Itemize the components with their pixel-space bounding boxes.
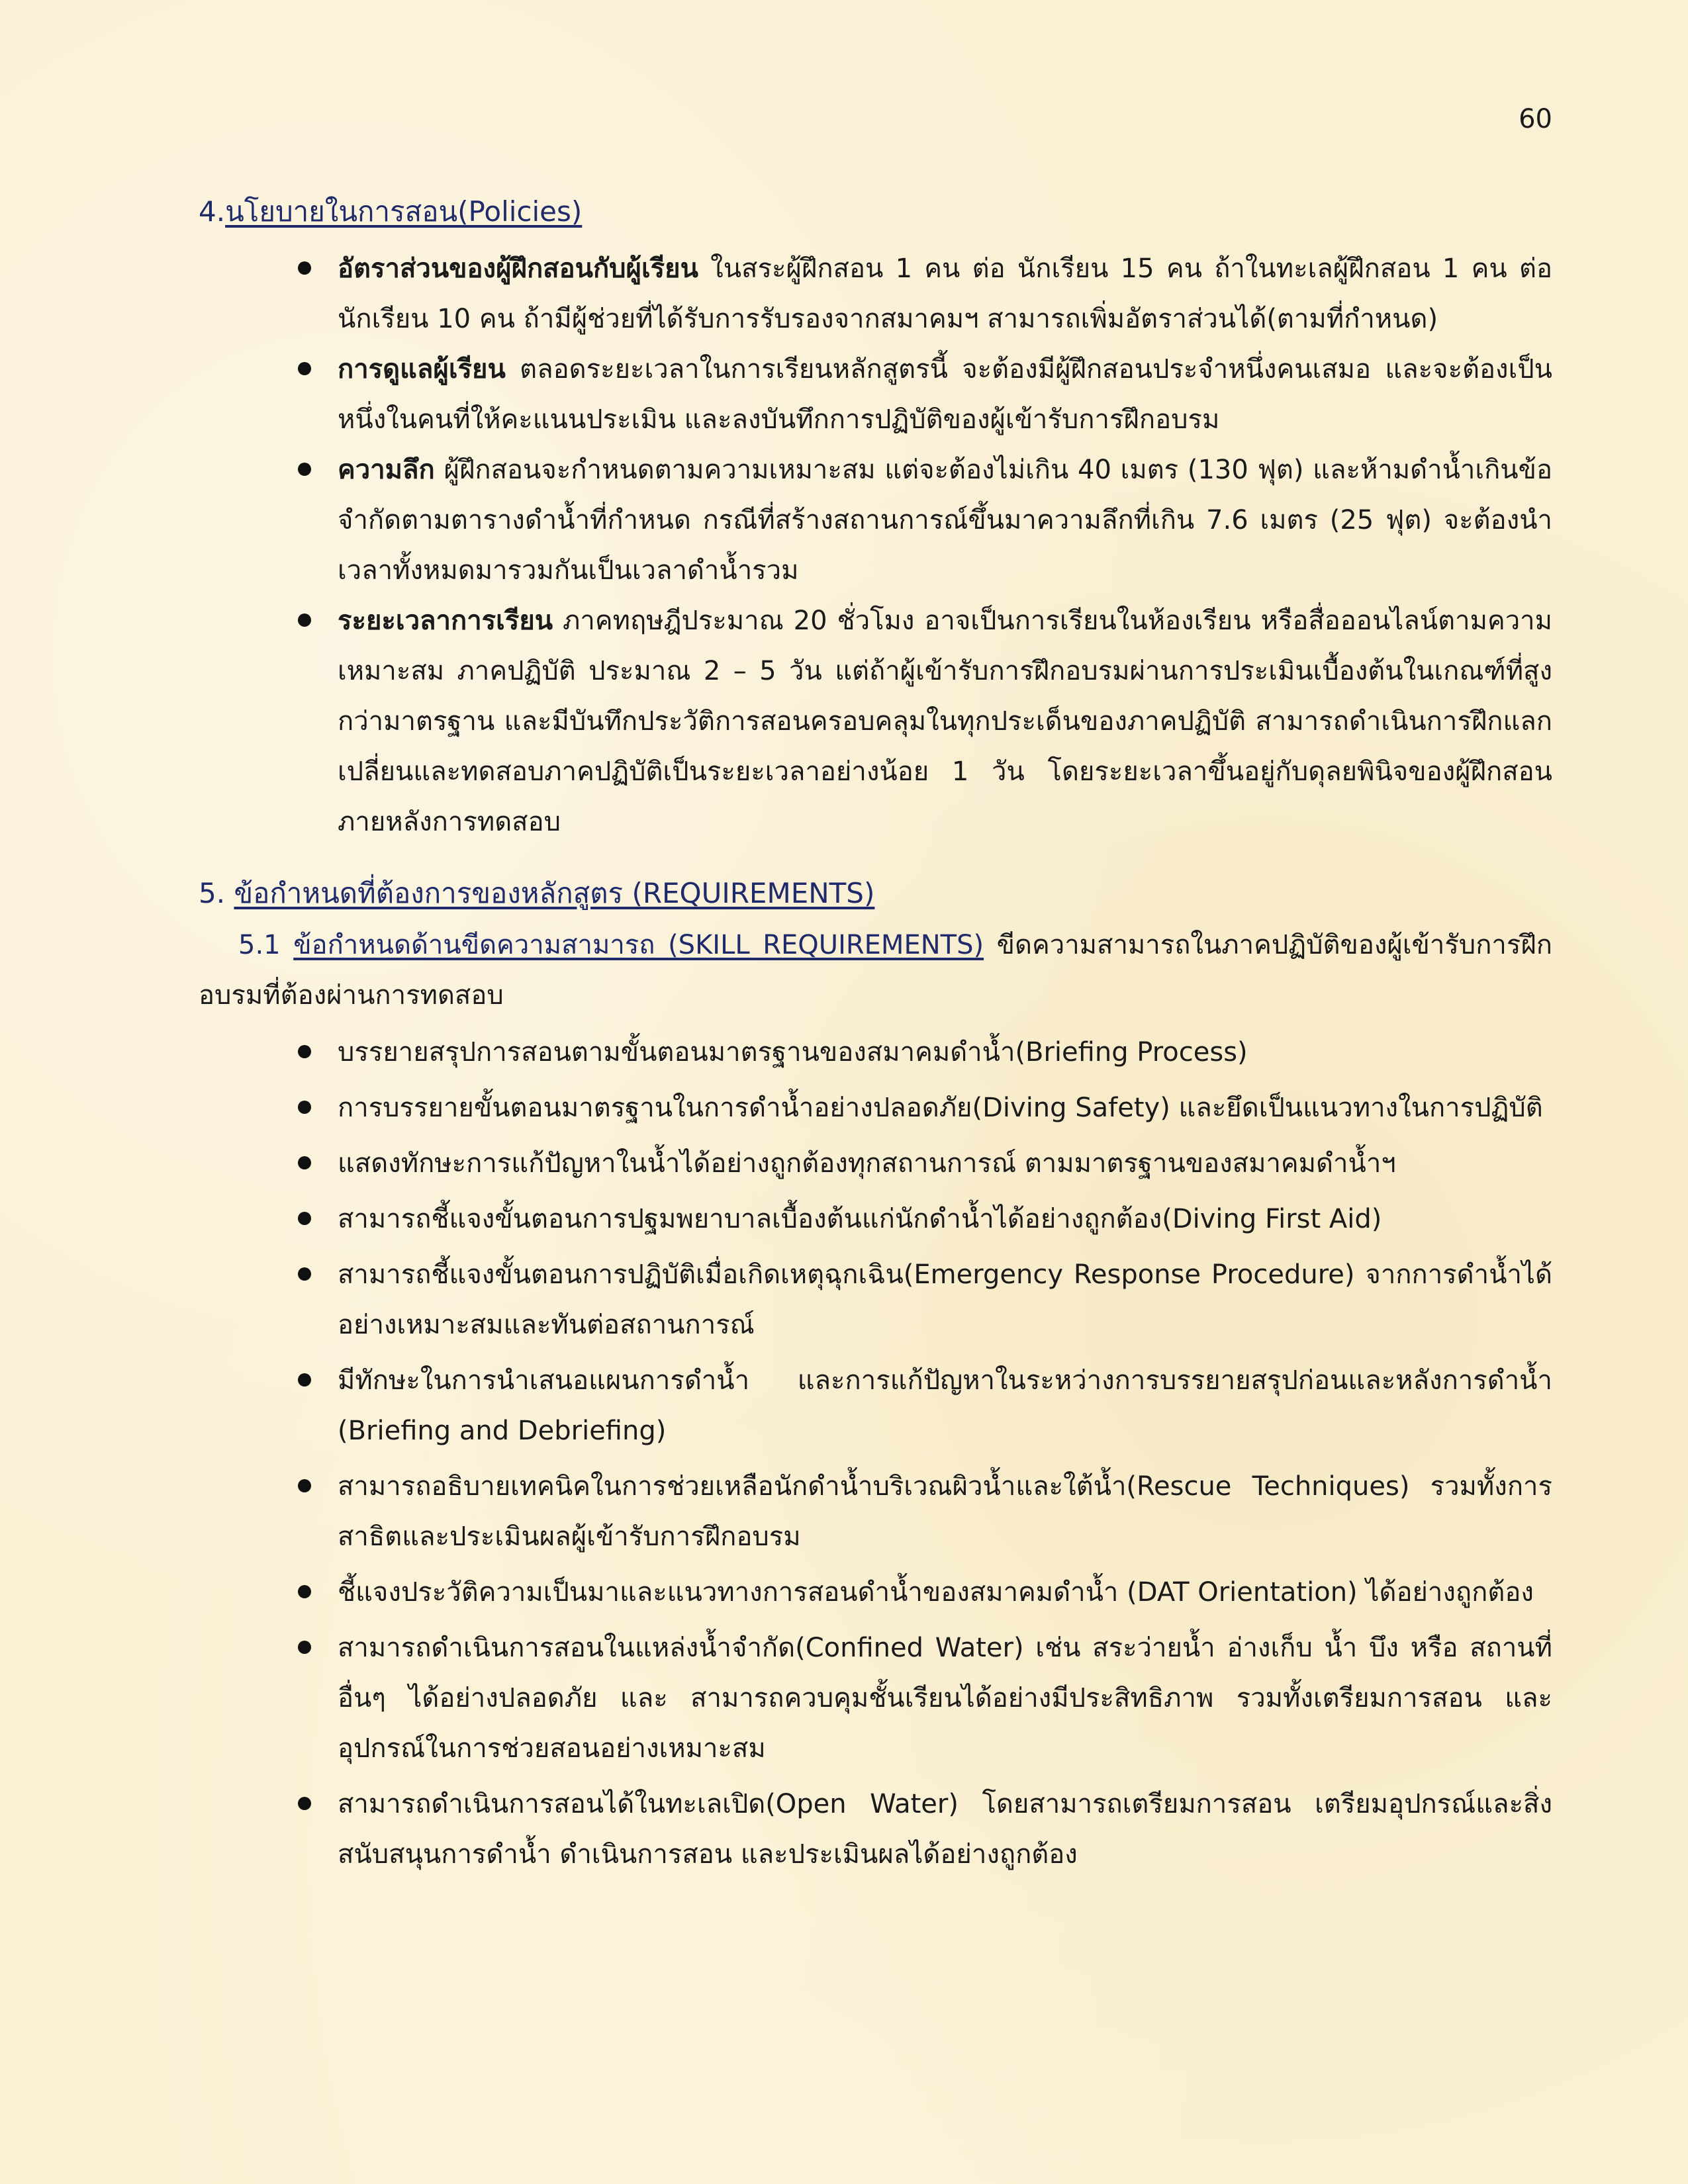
skill-text: มีทักษะในการนำเสนอแผนการดำน้ำ และการแก้ปัญหาในระหว่างการบรรยายสรุปก่อนและหลังการดำน้ำ (Briefing and Debriefing) xyxy=(338,1365,1552,1446)
list-item xyxy=(298,1355,1552,1456)
bullet-icon xyxy=(298,1373,311,1387)
skill-text: สามารถชี้แจงขั้นตอนการปฏิบัติเมื่อเกิดเหตุฉุกเฉิน(Emergency Response Procedure) จากการดำน้ำได้อย่างเหมาะสมและทันต่อสถานการณ์ xyxy=(338,1259,1552,1340)
skill-text: ชี้แจงประวัติความเป็นมาและแนวทางการสอนดำน้ำของสมาคมดำน้ำ (DAT Orientation) ได้อย่างถูกต้อง xyxy=(338,1577,1534,1608)
skill-requirements-link[interactable]: ข้อกำหนดด้านขีดความสามารถ (SKILL REQUIREMENTS) xyxy=(293,930,984,960)
bullet-icon xyxy=(298,463,311,476)
bullet-icon xyxy=(298,1156,311,1169)
bullet-icon xyxy=(298,1585,311,1598)
list-item xyxy=(298,1083,1552,1133)
policy-text: ภาคทฤษฎีประมาณ 20 ชั่วโมง อาจเป็นการเรียนในห้องเรียน หรือสื่อออนไลน์ตามความเหมาะสม ภาคปฏิบัติ ประมาณ 2 – 5 วัน แต่ถ้าผู้เข้ารับการฝึกอบรมผ่านการประเมินเบื้องต้นในเกณฑ์ที่สูงกว่ามาตรฐาน และมีบันทึกประวัติการสอนครอบคลุมในทุกประเด็นของภาคปฏิบัติ สามารถดำเนินการฝึกแลกเปลี่ยนและทดสอบภาคปฏิบัติเป็นระยะเวลาอย่างน้อย 1 วัน โดยระยะเวลาขึ้นอยู่กับดุลยพินิจของผู้ฝึกสอนภายหลังการทดสอบ xyxy=(338,606,1552,837)
list-item xyxy=(298,596,1552,847)
skill-text: สามารถดำเนินการสอนได้ในทะเลเปิด(Open Water) โดยสามารถเตรียมการสอน เตรียมอุปกรณ์และสิ่งสนับสนุนการดำน้ำ ดำเนินการสอน และประเมินผลได้อย่างถูกต้อง xyxy=(338,1789,1552,1870)
policy-label: ระยะเวลาการเรียน xyxy=(338,606,553,636)
bullet-icon xyxy=(298,1641,311,1654)
list-item xyxy=(298,1779,1552,1880)
bullet-icon xyxy=(298,261,311,275)
bullet-icon xyxy=(298,1045,311,1058)
list-item xyxy=(298,244,1552,344)
list-item xyxy=(298,445,1552,596)
bullet-icon xyxy=(298,362,311,375)
bullet-icon xyxy=(298,1479,311,1492)
section4-heading xyxy=(199,192,582,232)
skill-requirements-intro xyxy=(199,920,1552,1021)
section5-heading-link[interactable]: ข้อกำหนดที่ต้องการของหลักสูตร (REQUIREMENTS) xyxy=(234,877,875,909)
bullet-icon xyxy=(298,1212,311,1225)
skill-text: การบรรยายขั้นตอนมาตรฐานในการดำน้ำอย่างปลอดภัย(Diving Safety) และยึดเป็นแนวทางในการปฏิบัติ xyxy=(338,1093,1543,1123)
skill-text: แสดงทักษะการแก้ปัญหาในน้ำได้อย่างถูกต้องทุกสถานการณ์ ตามมาตรฐานของสมาคมดำน้ำฯ xyxy=(338,1148,1396,1179)
list-item xyxy=(298,1623,1552,1774)
policy-label: การดูแลผู้เรียน xyxy=(338,354,506,385)
policies-list xyxy=(298,244,1552,847)
policy-text: ตลอดระยะเวลาในการเรียนหลักสูตรนี้ จะต้องมีผู้ฝึกสอนประจำหนึ่งคนเสมอ และจะต้องเป็นหนึ่งในคนที่ให้คะแนนประเมิน และลงบันทึกการปฏิบัติของผู้เข้ารับการฝึกอบรม xyxy=(338,354,1552,435)
policy-text: ผู้ฝึกสอนจะกำหนดตามความเหมาะสม แต่จะต้องไม่เกิน 40 เมตร (130 ฟุต) และห้ามดำน้ำเกินข้อจำกัดตามตารางดำน้ำที่กำหนด กรณีที่สร้างสถานการณ์ขึ้นมาความลึกที่เกิน 7.6 เมตร (25 ฟุต) จะต้องนำเวลาทั้งหมดมารวมกันเป็นเวลาดำน้ำรวม xyxy=(338,455,1552,586)
policy-label: อัตราส่วนของผู้ฝึกสอนกับผู้เรียน xyxy=(338,253,698,284)
page-number: 60 xyxy=(1519,104,1552,134)
list-item xyxy=(298,1567,1552,1617)
skill-requirements-text: ขีดความสามารถในภาคปฏิบัติของผู้เข้ารับการฝึกอบรมที่ต้องผ่านการทดสอบ xyxy=(199,930,1553,1011)
policy-label: ความลึก xyxy=(338,455,435,485)
list-item xyxy=(298,1194,1552,1244)
list-item xyxy=(298,1027,1552,1077)
policy-text: ในสระผู้ฝึกสอน 1 คน ต่อ นักเรียน 15 คน ถ้าในทะเลผู้ฝึกสอน 1 คน ต่อนักเรียน 10 คน ถ้ามีผู้ช่วยที่ได้รับการรับรองจากสมาคมฯ สามารถเพิ่มอัตราส่วนได้(ตามที่กำหนด) xyxy=(338,253,1552,334)
bullet-icon xyxy=(298,1101,311,1114)
bullet-icon xyxy=(298,1267,311,1281)
subsection-number: 5.1 xyxy=(238,930,294,960)
section5-heading-prefix: 5. xyxy=(199,877,234,909)
skill-text: บรรยายสรุปการสอนตามขั้นตอนมาตรฐานของสมาคมดำน้ำ(Briefing Process) xyxy=(338,1037,1248,1068)
bullet-icon xyxy=(298,614,311,627)
section5-heading xyxy=(199,874,874,913)
section4-heading-prefix: 4. xyxy=(199,195,226,228)
list-item xyxy=(298,344,1552,445)
list-item xyxy=(298,1138,1552,1189)
skill-text: สามารถชี้แจงขั้นตอนการปฐมพยาบาลเบื้องต้นแก่นักดำน้ำได้อย่างถูกต้อง(Diving First Aid) xyxy=(338,1204,1382,1234)
skills-list xyxy=(298,1027,1552,1885)
skill-text: สามารถดำเนินการสอนในแหล่งน้ำจำกัด(Confined Water) เช่น สระว่ายน้ำ อ่างเก็บ น้ำ บึง หรือ สถานที่อื่นๆ ได้อย่างปลอดภัย และ สามารถควบคุมชั้นเรียนได้อย่างมีประสิทธิภาพ รวมทั้งเตรียมการสอน และอุปกรณ์ในการช่วยสอนอย่างเหมาะสม xyxy=(338,1633,1552,1764)
list-item xyxy=(298,1250,1552,1350)
bullet-icon xyxy=(298,1797,311,1810)
section4-heading-link[interactable]: นโยบายในการสอน(Policies) xyxy=(225,195,583,228)
skill-text: สามารถอธิบายเทคนิคในการช่วยเหลือนักดำน้ำบริเวณผิวน้ำและใต้น้ำ(Rescue Techniques) รวมทั้งการสาธิตและประเมินผลผู้เข้ารับการฝึกอบรม xyxy=(338,1471,1552,1552)
document-page xyxy=(199,99,1552,2151)
list-item xyxy=(298,1461,1552,1562)
